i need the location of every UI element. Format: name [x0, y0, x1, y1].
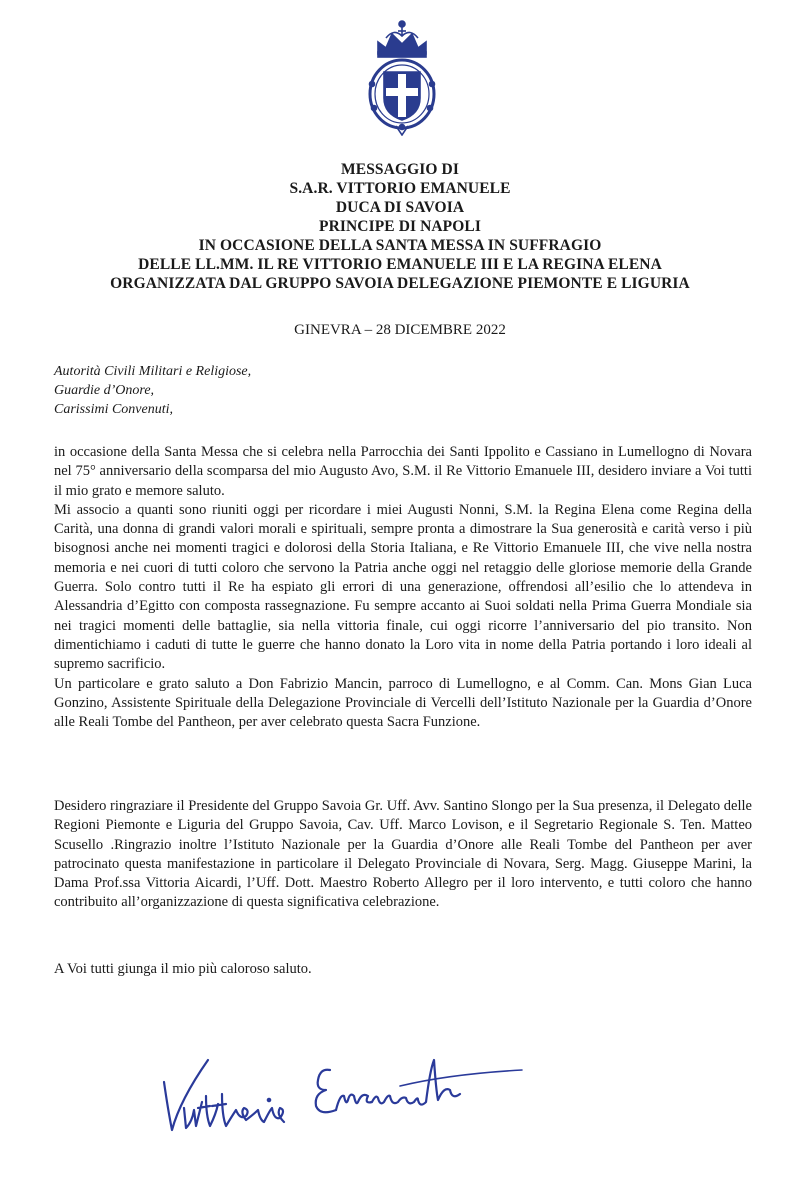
heading-line: DELLE LL.MM. IL RE VITTORIO EMANUELE III E LA REGINA ELENA — [138, 256, 662, 273]
body-paragraph: in occasione della Santa Messa che si celebra nella Parrocchia dei Santi Ippolito e Cassiano in Lumellogno di Novara nel 75° anniversario della scomparsa del mio Augusto Avo, S.M. il Re Vittorio Emanuele III, desidero inviare a Voi tutti il mio grato e memore saluto. — [54, 444, 752, 499]
heading-line: DUCA DI SAVOIA — [335, 199, 465, 216]
body-section-3 — [54, 960, 752, 979]
salutation — [54, 362, 554, 419]
message-heading — [0, 160, 800, 293]
body-paragraph: Un particolare e grato saluto a Don Fabrizio Mancin, parroco di Lumellogno, e al Comm. Can. Mons Gian Luca Gonzino, Assistente Spirituale della Delegazione Provinciale di Vercelli dell’Istituto Nazionale per la Guardia d’Onore alle Reali Tombe del Pantheon, per aver celebrato questa Sacra Funzione. — [54, 675, 752, 731]
body-section-2 — [54, 797, 752, 913]
salutation-line: Guardie d’Onore, — [54, 383, 155, 398]
body-paragraph: Desidero ringraziare il Presidente del Gruppo Savoia Gr. Uff. Avv. Santino Slongo per la Sua presenza, il Delegato delle Regioni Piemonte e Liguria del Gruppo Savoia, Cav. Uff. Marco Lovison, e il Segretario Regionale S. Ten. Matteo Scusello .Ringrazio inoltre l’Istituto Nazionale per la Guardia d’Onore alle Reali Tombe del Pantheon per aver patrocinato questa manifestazione in particolare il Delegato Provinciale di Novara, Serg. Magg. Giuseppe Marini, la Dama Prof.ssa Vittoria Aicardi, l’Uff. Dott. Maestro Roberto Allegro per il loro intervento, e tutti coloro che hanno contribuito all’organizzazione di questa significativa celebrazione. — [54, 798, 752, 911]
heading-line: S.A.R. VITTORIO EMANUELE — [289, 180, 511, 197]
salutation-line: Carissimi Convenuti, — [54, 402, 174, 417]
heading-line: IN OCCASIONE DELLA SANTA MESSA IN SUFFRAGIO — [198, 237, 602, 254]
place-date: GINEVRA – 28 DICEMBRE 2022 — [294, 322, 506, 338]
body-section-1 — [54, 443, 752, 732]
heading-line: ORGANIZZATA DAL GRUPPO SAVOIA DELEGAZIONE PIEMONTE E LIGURIA — [110, 275, 690, 292]
handwritten-signature — [150, 1030, 550, 1145]
savoy-crowned-cross-crest-icon — [360, 14, 444, 136]
heading-line: MESSAGGIO DI — [341, 161, 459, 178]
body-paragraph: Mi associo a quanti sono riuniti oggi per ricordare i miei Augusti Nonni, S.M. la Regina Elena come Regina della Carità, una donna di grandi valori morali e spirituali, sempre pronta a dimostrare la Sua generosità e carità verso i più bisognosi anche nei momenti tragici e dolorosi della Storia Italiana, e Re Vittorio Emanuele III, che vive nella nostra memoria e nei cuori di tutti coloro che servono la Patria anche oggi nel retaggio delle gloriose memorie della Grande Guerra. Solo contro tutti il Re ha espiato gli errori di una generazione, offrendosi all’esilio che lo attendeva in Alessandria d’Egitto con composta rassegnazione. Fu sempre accanto ai Suoi soldati nella Prima Guerra Mondiale sia nei tragici momenti delle battaglie, sia nella vittoria finale, cui oggi ricorre l’anniversario del pio transito. Non dimentichiamo i caduti di tutte le guerre che hanno donato la Loro vita in nome della Patria portando i loro ideali al supremo sacrificio. — [54, 501, 752, 673]
salutation-line: Autorità Civili Militari e Religiose, — [54, 364, 252, 379]
heading-line: PRINCIPE DI NAPOLI — [319, 218, 481, 235]
body-paragraph: A Voi tutti giunga il mio più caloroso saluto. — [54, 961, 312, 977]
